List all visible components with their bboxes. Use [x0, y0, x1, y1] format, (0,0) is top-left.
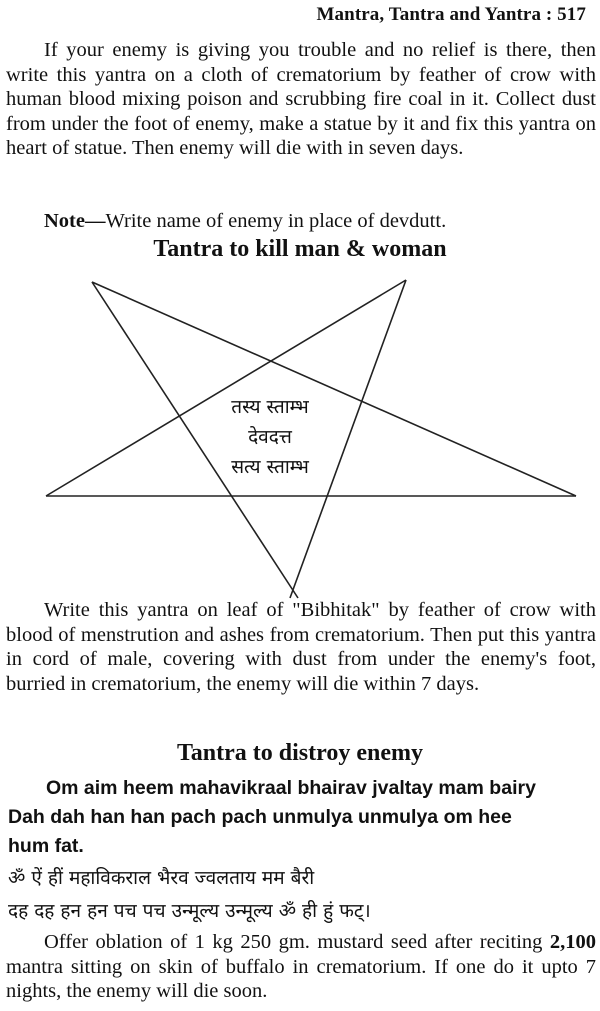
heading-tantra-to-kill: Tantra to kill man & woman [153, 236, 447, 262]
mantra-count: 2,100 [549, 931, 596, 953]
paragraph-oblation-instructions [6, 930, 596, 1004]
paragraph-enemy-yantra-instructions: If your enemy is giving you trouble and no relief is there, then write this yantra on a cloth of crematorium by feather of crow with human blood mixing poison and scrubbing fire coal in it. Collect dust from under the foot of enemy, make a statue by it and fix this yantra on heart of statue. Then enemy will die with in seven days. [6, 39, 596, 159]
heading-tantra-to-destroy: Tantra to distroy enemy [177, 740, 423, 766]
yantra-line-3: सत्य स्ताम्भ [231, 456, 309, 478]
yantra-inscription [200, 392, 340, 482]
paragraph-bibhitak-instructions: Write this yantra on leaf of "Bibhitak" by feather of crow with blood of menstrution and ashes from crematorium. Then put this yantra in cord of male, covering with dust from under the enemy's foot, burried in crematorium, the enemy will die within 7 days. [6, 599, 596, 695]
mantra-devanagari-line-1: ॐ ऐं हीं महाविकराल भैरव ज्वलताय मम बैरी [8, 867, 315, 889]
mantra-devanagari-line-2: दह दह हन हन पच पच उन्मूल्य उन्मूल्य ॐ ही हुं फट्। [8, 900, 371, 922]
yantra-line-2: देवदत्त [248, 426, 292, 448]
note-text: Write name of enemy in place of devdutt. [105, 210, 447, 232]
mantra-roman-line-2: Dah dah han han pach pach unmulya unmulya om hee [8, 806, 512, 828]
running-head: Mantra, Tantra and Yantra : 517 [316, 4, 586, 25]
note [44, 209, 596, 234]
mantra-roman-line-1: Om aim heem mahavikraal bhairav jvaltay mam bairy [46, 777, 536, 799]
mantra-roman-line-3: hum fat. [8, 835, 84, 857]
note-label: Note— [44, 210, 106, 232]
oblation-text-part-2: mantra sitting on skin of buffalo in crematorium. If one do it upto 7 nights, the enemy will die soon. [6, 955, 596, 1002]
oblation-text-part-1: Offer oblation of 1 kg 250 gm. mustard seed after reciting [44, 931, 550, 953]
yantra-line-1: तस्य स्ताम्भ [231, 396, 309, 418]
